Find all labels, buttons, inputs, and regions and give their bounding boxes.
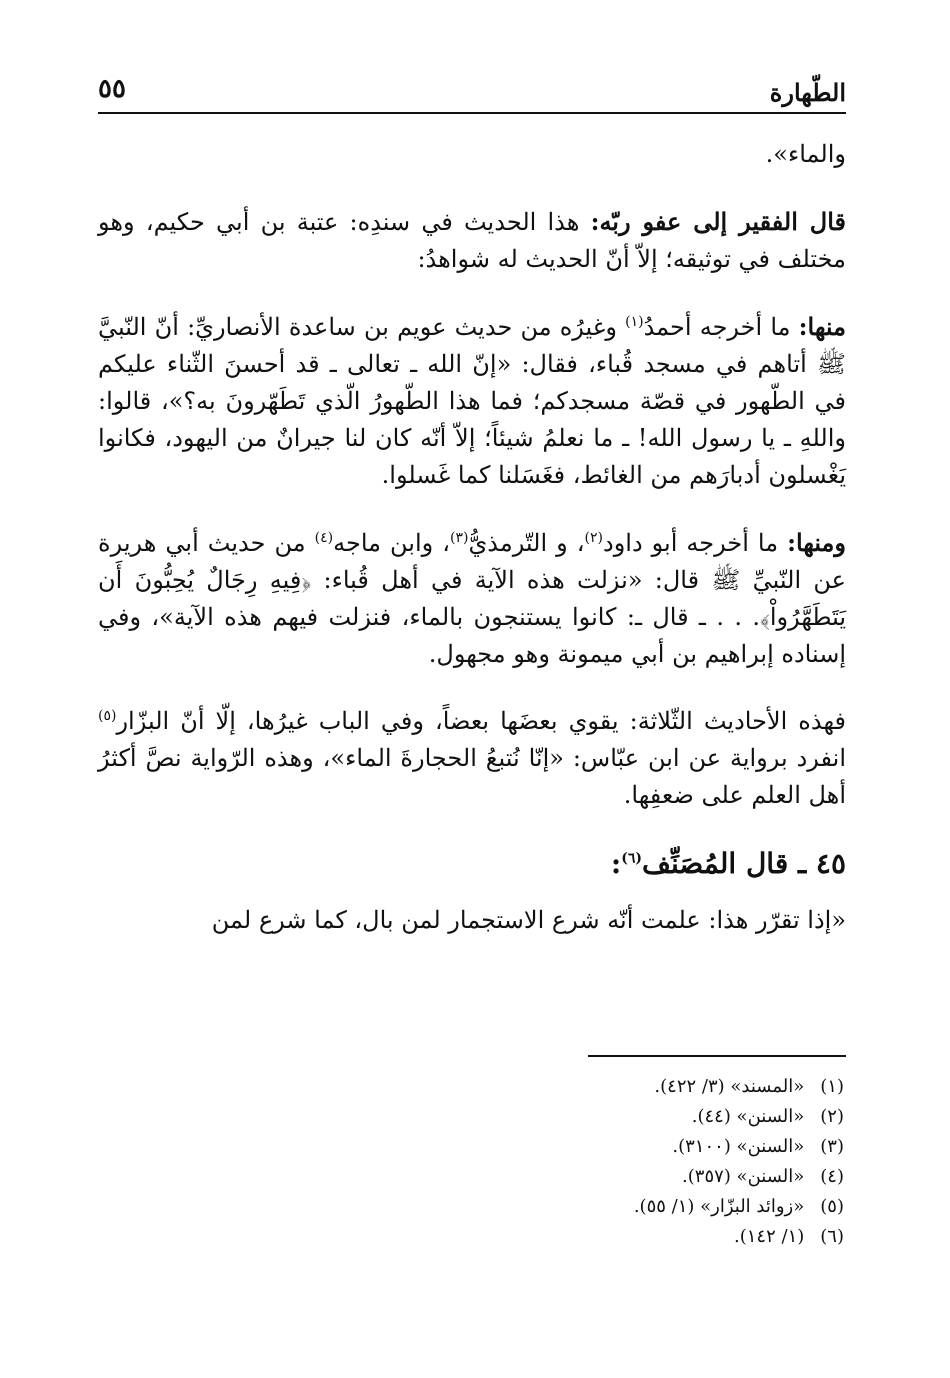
paragraph-2-lead: قال الفقير إلى عفو ربّه: xyxy=(590,207,846,236)
footnote-number: (٦) xyxy=(820,1226,844,1247)
paragraph-5-text-b: انفرد برواية عن ابن عبّاس: «إنّا نُتبعُ الحجارةَ الماء»، وهذه الرّواية نصَّ أكثرُ أهل العلم على ضعفِها. xyxy=(98,744,846,809)
footnote-text: «المسند» (٣/ ٤٢٢). xyxy=(654,1076,805,1097)
paragraph-2 xyxy=(98,203,846,278)
paragraph-4-text-a: ما أخرجه أبو داود xyxy=(603,529,788,557)
footnote-text: «السنن» (٤٤). xyxy=(691,1106,805,1127)
section-heading-colon: : xyxy=(610,847,622,880)
section-heading-text: ٤٥ ـ قال المُصَنِّف xyxy=(642,847,846,880)
footnote-ref-2[interactable]: (٢) xyxy=(584,530,603,546)
footnote-4 xyxy=(344,1162,844,1192)
paragraph-5-text-a: فهذه الأحاديث الثّلاثة: يقوي بعضَها بعضاً، وفي الباب غيرُها، إلّا أنّ البزّار xyxy=(116,707,846,735)
footnote-rule xyxy=(588,1055,846,1057)
section-heading xyxy=(98,844,846,884)
paragraph-6 xyxy=(98,902,846,939)
footnote-text: «زوائد البزّار» (١/ ٥٥). xyxy=(633,1196,805,1217)
footnote-5 xyxy=(344,1192,844,1222)
footnote-3 xyxy=(344,1132,844,1162)
header-rule xyxy=(98,112,846,114)
footnote-1 xyxy=(344,1072,844,1102)
footnote-number: (١) xyxy=(820,1076,844,1097)
footnote-ref-3[interactable]: (٣) xyxy=(449,530,469,546)
footnote-number: (٣) xyxy=(820,1136,844,1157)
page-number: ٥٥ xyxy=(98,74,126,104)
footnote-number: (٤) xyxy=(820,1166,844,1187)
footnote-text: «السنن» (٣٥٧). xyxy=(682,1166,805,1187)
page-header xyxy=(98,68,846,114)
paragraph-5 xyxy=(98,703,846,814)
paragraph-4-text-c: ، وابن ماجه xyxy=(333,529,450,557)
footnote-ref-6[interactable]: (٦) xyxy=(621,850,642,867)
footnote-text: «السنن» (٣١٠٠). xyxy=(672,1136,805,1157)
paragraph-4-text-b: ، و التّرمذيُّ xyxy=(468,529,585,557)
paragraph-3-text-b: وغيرُه من حديث عويم بن ساعدة الأنصاريِّ: أنّ النّبيَّ ﷺ أتاهم في مسجد قُباء، فقال: «إنّ الله ـ تعالى ـ قد أحسنَ الثّناء عليكم في الطّهور في قصّة مسجدكم؛ فما هذا الطّهورُ الّذي تَطَهّرونَ به؟»، قالوا: واللهِ ـ يا رسول الله! ـ ما نعلمُ شيئاً؛ إلاّ أنّه كان لنا جيرانٌ من اليهود، فكانوا يَغْسلون أدبارَهم من الغائط، فغَسَلنا كما غَسلوا. xyxy=(98,313,846,489)
paragraph-3-text-a: ما أخرجه أحمدُ xyxy=(643,313,799,341)
paragraph-4 xyxy=(98,524,846,673)
footnote-number: (٥) xyxy=(820,1196,844,1217)
paragraph-4-text-d: من حديث أبي هريرة عن النّبيِّ ﷺ قال: «نزلت هذه الآية في أهل قُباء: ﴿فِيهِ رِجَالٌ يُحِبُّونَ أَن يَتَطَهَّرُواْ﴾. . . ـ قال ـ: كانوا يستنجون بالماء، فنزلت فيهم هذه الآية»، وفي إسناده إبراهيم بن أبي ميمونة وهو مجهول. xyxy=(98,529,846,668)
footnote-6 xyxy=(344,1222,844,1252)
paragraph-6-text: «إذا تقرّر هذا: علمت أنّه شرع الاستجمار لمن بال، كما شرع لمن xyxy=(211,906,846,934)
paragraph-3 xyxy=(98,308,846,494)
footnote-number: (٢) xyxy=(820,1106,844,1127)
paragraph-1-text: والماء». xyxy=(765,140,846,168)
footnotes xyxy=(344,1072,844,1252)
footnote-ref-4[interactable]: (٤) xyxy=(314,530,334,546)
paragraph-3-lead: منها: xyxy=(798,312,847,341)
paragraph-4-lead: ومنها: xyxy=(787,528,846,557)
paragraph-1 xyxy=(98,136,846,173)
footnote-2 xyxy=(344,1102,844,1132)
paragraph-2-text: هذا الحديث في سندِه: عتبة بن أبي حكيم، وهو مختلف في توثيقه؛ إلاّ أنّ الحديث له شواهدُ: xyxy=(98,208,846,273)
running-title: الطّهارة xyxy=(769,78,846,107)
footnote-ref-5[interactable]: (٥) xyxy=(98,708,117,724)
main-text xyxy=(98,136,846,939)
footnote-ref-1[interactable]: (١) xyxy=(625,314,644,330)
footnote-text: (١/ ١٤٢). xyxy=(734,1226,805,1247)
